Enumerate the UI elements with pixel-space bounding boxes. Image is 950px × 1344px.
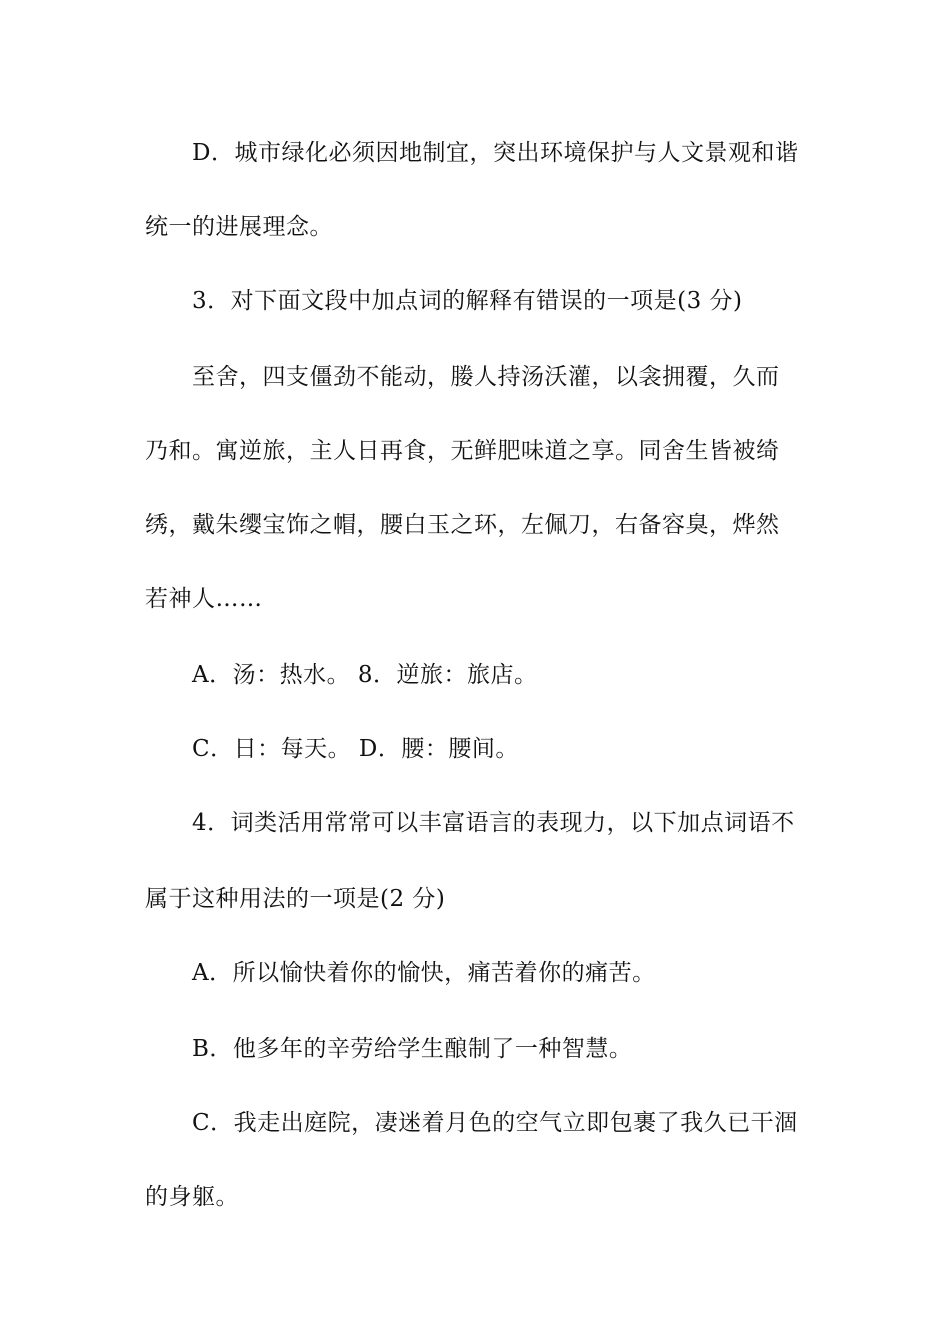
passage-line-1: 至舍，四支僵劲不能动，媵人持汤沃灌，以衾拥覆，久而 — [192, 364, 780, 390]
question-3-options-cd: C．日：每天。 D．腰：腰间。 — [192, 736, 519, 762]
question-3-stem: 3．对下面文段中加点词的解释有错误的一项是(3 分) — [192, 288, 743, 314]
question-4-stem-line-2: 属于这种用法的一项是(2 分) — [145, 886, 446, 912]
question-4-option-c-line-1: C．我走出庭院，凄迷着月色的空气立即包裹了我久已干涸 — [192, 1110, 798, 1136]
question-4-stem-line-1: 4．词类活用常常可以丰富语言的表现力，以下加点词语不 — [192, 810, 795, 836]
question-3-options-ab: A．汤：热水。 8．逆旅：旅店。 — [192, 662, 538, 688]
question-4-option-b: B．他多年的辛劳给学生酿制了一种智慧。 — [192, 1036, 633, 1062]
passage-line-3: 绣，戴朱缨宝饰之帽，腰白玉之环，左佩刀，右备容臭，烨然 — [145, 512, 780, 538]
passage-line-2: 乃和。寓逆旅，主人日再食，无鲜肥味道之享。同舍生皆被绮 — [145, 438, 780, 464]
option-d-line-1: D．城市绿化必须因地制宜，突出环境保护与人文景观和谐 — [192, 140, 799, 166]
option-d-line-2: 统一的进展理念。 — [145, 214, 333, 240]
question-4-option-a: A．所以愉快着你的愉快，痛苦着你的痛苦。 — [192, 960, 656, 986]
passage-line-4: 若神人…… — [145, 586, 263, 612]
question-4-option-c-line-2: 的身躯。 — [145, 1184, 239, 1210]
